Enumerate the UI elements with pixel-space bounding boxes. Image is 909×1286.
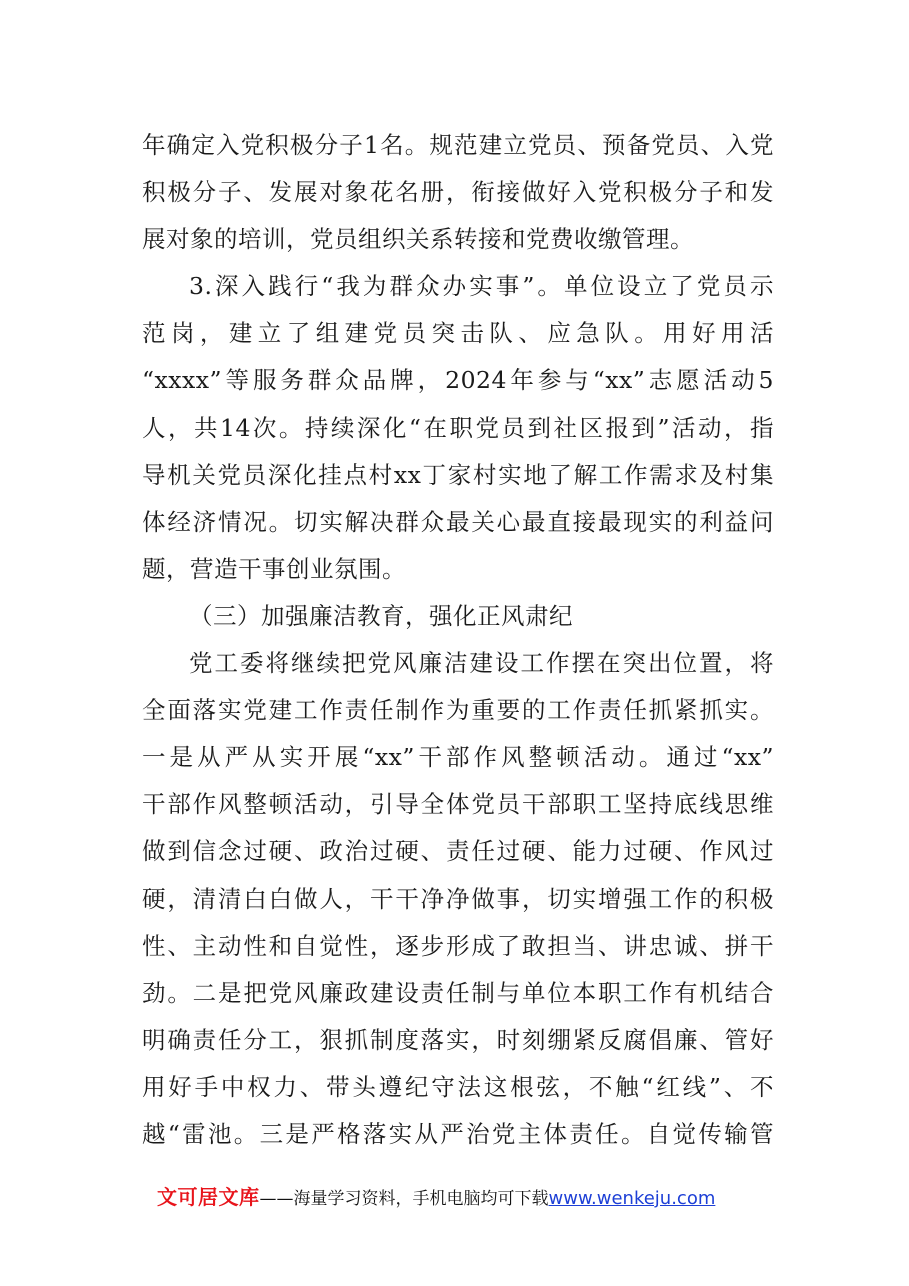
text-line: 用好手中权力、带头遵纪守法这根弦，不触“红线”、不 bbox=[142, 1072, 774, 1101]
text-line: 一是从严从实开展“xx”干部作风整顿活动。通过“xx” bbox=[142, 743, 774, 772]
text-line: 党工委将继续把党风廉洁建设工作摆在突出位置，将 bbox=[189, 649, 774, 678]
text-line: 导机关党员深化挂点村xx丁家村实地了解工作需求及村集 bbox=[142, 460, 774, 489]
footer-tagline: ——海量学习资料，手机电脑均可下载 bbox=[259, 1189, 549, 1209]
document-body bbox=[142, 122, 774, 1158]
section-heading: （三）加强廉洁教育，强化正风肃纪 bbox=[189, 601, 573, 630]
text-line: 题，营造干事创业氛围。 bbox=[142, 554, 406, 583]
text-line: 年确定入党积极分子1名。规范建立党员、预备党员、入党 bbox=[142, 131, 774, 159]
text-line: 性、主动性和自觉性，逐步形成了敢担当、讲忠诚、拼干 bbox=[142, 931, 774, 960]
text-line: 明确责任分工，狠抓制度落实，时刻绷紧反腐倡廉、管好 bbox=[142, 1025, 774, 1054]
text-line: 人，共14次。持续深化“在职党员到社区报到”活动，指 bbox=[142, 413, 774, 442]
text-line: 硬，清清白白做人，干干净净做事，切实增强工作的积极 bbox=[142, 884, 774, 913]
footer-brand: 文可居文库 bbox=[157, 1185, 260, 1209]
text-line: 全面落实党建工作责任制作为重要的工作责任抓紧抓实。 bbox=[142, 696, 774, 725]
text-line: 越“雷池。三是严格落实从严治党主体责任。自觉传输管 bbox=[142, 1119, 774, 1148]
text-line: 展对象的培训，党员组织关系转接和党费收缴管理。 bbox=[142, 225, 694, 254]
text-line: “xxxx”等服务群众品牌，2024年参与“xx”志愿活动5 bbox=[142, 366, 774, 395]
text-line: 范岗，建立了组建党员突击队、应急队。用好用活 bbox=[142, 319, 774, 348]
text-line: 积极分子、发展对象花名册，衔接做好入党积极分子和发 bbox=[142, 178, 774, 207]
text-line: 体经济情况。切实解决群众最关心最直接最现实的利益问 bbox=[142, 507, 774, 536]
text-line: 3.深入践行“我为群众办实事”。单位设立了党员示 bbox=[189, 272, 774, 301]
text-line: 做到信念过硬、政治过硬、责任过硬、能力过硬、作风过 bbox=[142, 837, 774, 866]
footer-url-link[interactable]: www.wenkeju.com bbox=[548, 1188, 716, 1209]
text-line: 劲。二是把党风廉政建设责任制与单位本职工作有机结合 bbox=[142, 978, 774, 1007]
watermark-footer bbox=[157, 1180, 715, 1214]
text-line: 干部作风整顿活动，引导全体党员干部职工坚持底线思维 bbox=[142, 790, 774, 819]
